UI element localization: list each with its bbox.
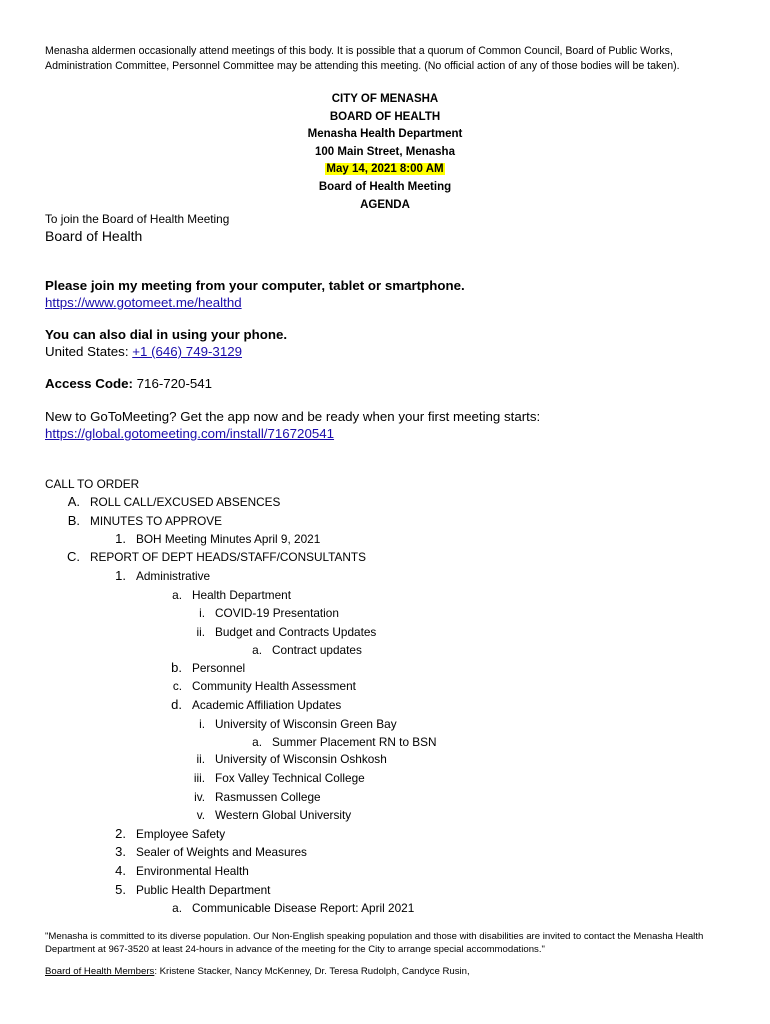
agenda-item-rasmussen: Rasmussen College (215, 790, 321, 804)
members-list: : Kristene Stacker, Nancy McKenney, Dr. Teresa Rudolph, Candyce Rusin, (154, 966, 470, 977)
item-marker: ii. (196, 625, 205, 639)
phone-link[interactable]: +1 (646) 749-3129 (132, 344, 243, 359)
item-marker: C. (67, 549, 80, 564)
board-members-line (45, 966, 470, 977)
agenda-item-western-global: Western Global University (215, 808, 352, 822)
phone-prefix: United States: (45, 344, 133, 359)
item-marker: ii. (196, 752, 205, 766)
agenda-item-health-department: Health Department (192, 588, 292, 602)
new-user-prompt: New to GoToMeeting? Get the app now and be ready when your first meeting starts: (45, 409, 541, 424)
item-marker: 3. (115, 844, 126, 859)
agenda-item-public-health: Public Health Department (136, 883, 271, 897)
dial-prompt: You can also dial in using your phone. (45, 327, 288, 342)
agenda-item-environmental: Environmental Health (136, 864, 249, 878)
agenda-header (0, 91, 770, 214)
join-board-name: Board of Health (45, 228, 143, 244)
item-marker: iii. (193, 771, 205, 785)
access-code-value: 716-720-541 (132, 376, 213, 391)
item-marker: i. (199, 606, 205, 620)
item-marker: 2. (115, 826, 126, 841)
agenda-item-contract-updates: Contract updates (272, 643, 362, 657)
item-marker: B. (67, 513, 80, 528)
item-marker: v. (196, 808, 205, 822)
agenda-item-roll-call: ROLL CALL/EXCUSED ABSENCES (90, 495, 281, 509)
join-intro: To join the Board of Health Meeting (45, 212, 230, 226)
quorum-notice: Menasha aldermen occasionally attend meetings of this body. It is possible that a quorum of Common Council, Board of Public Works, Administration Committee, Personnel Committee may be attending this meeting. (No official action of any of those bodies will be taken). (45, 45, 680, 72)
item-marker: a. (252, 643, 262, 657)
agenda-item-covid: COVID-19 Presentation (215, 606, 339, 620)
agenda-item-boh-minutes: BOH Meeting Minutes April 9, 2021 (136, 532, 321, 546)
agenda-item-personnel: Personnel (192, 661, 246, 675)
members-label: Board of Health Members (45, 966, 155, 977)
agenda-title: AGENDA (360, 198, 410, 211)
item-marker: 1. (115, 568, 126, 583)
access-code-line (45, 376, 212, 391)
item-marker: d. (171, 697, 182, 712)
meeting-datetime: May 14, 2021 8:00 AM (326, 163, 444, 176)
call-to-order: CALL TO ORDER (45, 477, 140, 491)
agenda-item-administrative: Administrative (136, 569, 211, 583)
agenda-item-uw-green-bay: University of Wisconsin Green Bay (215, 717, 397, 731)
address: 100 Main Street, Menasha (315, 145, 455, 158)
meeting-name: Board of Health Meeting (318, 180, 452, 193)
item-marker: 5. (115, 882, 126, 897)
item-marker: c. (172, 679, 182, 693)
install-link[interactable]: https://global.gotomeeting.com/install/716720541 (45, 426, 335, 441)
agenda-item-summer-placement: Summer Placement RN to BSN (272, 735, 437, 749)
agenda-item-academic: Academic Affiliation Updates (192, 698, 342, 712)
item-marker: a. (172, 901, 182, 915)
phone-line (45, 344, 242, 359)
accommodation-statement: "Menasha is committed to its diverse population. Our Non-English speaking population and those with disabilities are invited to contact the Menasha Health Department at 967-3520 at least 24-hours in advance of the meeting for the City to arrange special accommodations." (45, 931, 704, 955)
item-marker: a. (172, 588, 182, 602)
item-marker: iv. (194, 790, 205, 804)
access-code-label: Access Code: (45, 376, 133, 391)
department-name: Menasha Health Department (307, 128, 463, 141)
agenda-item-weights-measures: Sealer of Weights and Measures (136, 845, 307, 859)
join-meeting-link[interactable]: https://www.gotomeet.me/healthd (45, 295, 242, 310)
board-name: BOARD OF HEALTH (329, 110, 441, 123)
agenda-item-budget: Budget and Contracts Updates (215, 625, 377, 639)
agenda-item-fox-valley: Fox Valley Technical College (215, 771, 365, 785)
item-marker: A. (67, 494, 80, 509)
agenda-item-reports: REPORT OF DEPT HEADS/STAFF/CONSULTANTS (90, 550, 366, 564)
agenda-item-community-health: Community Health Assessment (192, 679, 356, 693)
item-marker: 1. (115, 531, 126, 546)
item-marker: b. (171, 660, 182, 675)
item-marker: i. (199, 717, 205, 731)
agenda-item-disease-report: Communicable Disease Report: April 2021 (192, 901, 415, 915)
agenda-item-employee-safety: Employee Safety (136, 827, 226, 841)
item-marker: a. (252, 735, 262, 749)
item-marker: 4. (115, 863, 126, 878)
agenda-item-minutes: MINUTES TO APPROVE (90, 514, 222, 528)
agenda-item-uw-oshkosh: University of Wisconsin Oshkosh (215, 752, 387, 766)
city-name: CITY OF MENASHA (331, 93, 439, 105)
join-prompt: Please join my meeting from your computer, tablet or smartphone. (45, 278, 465, 293)
